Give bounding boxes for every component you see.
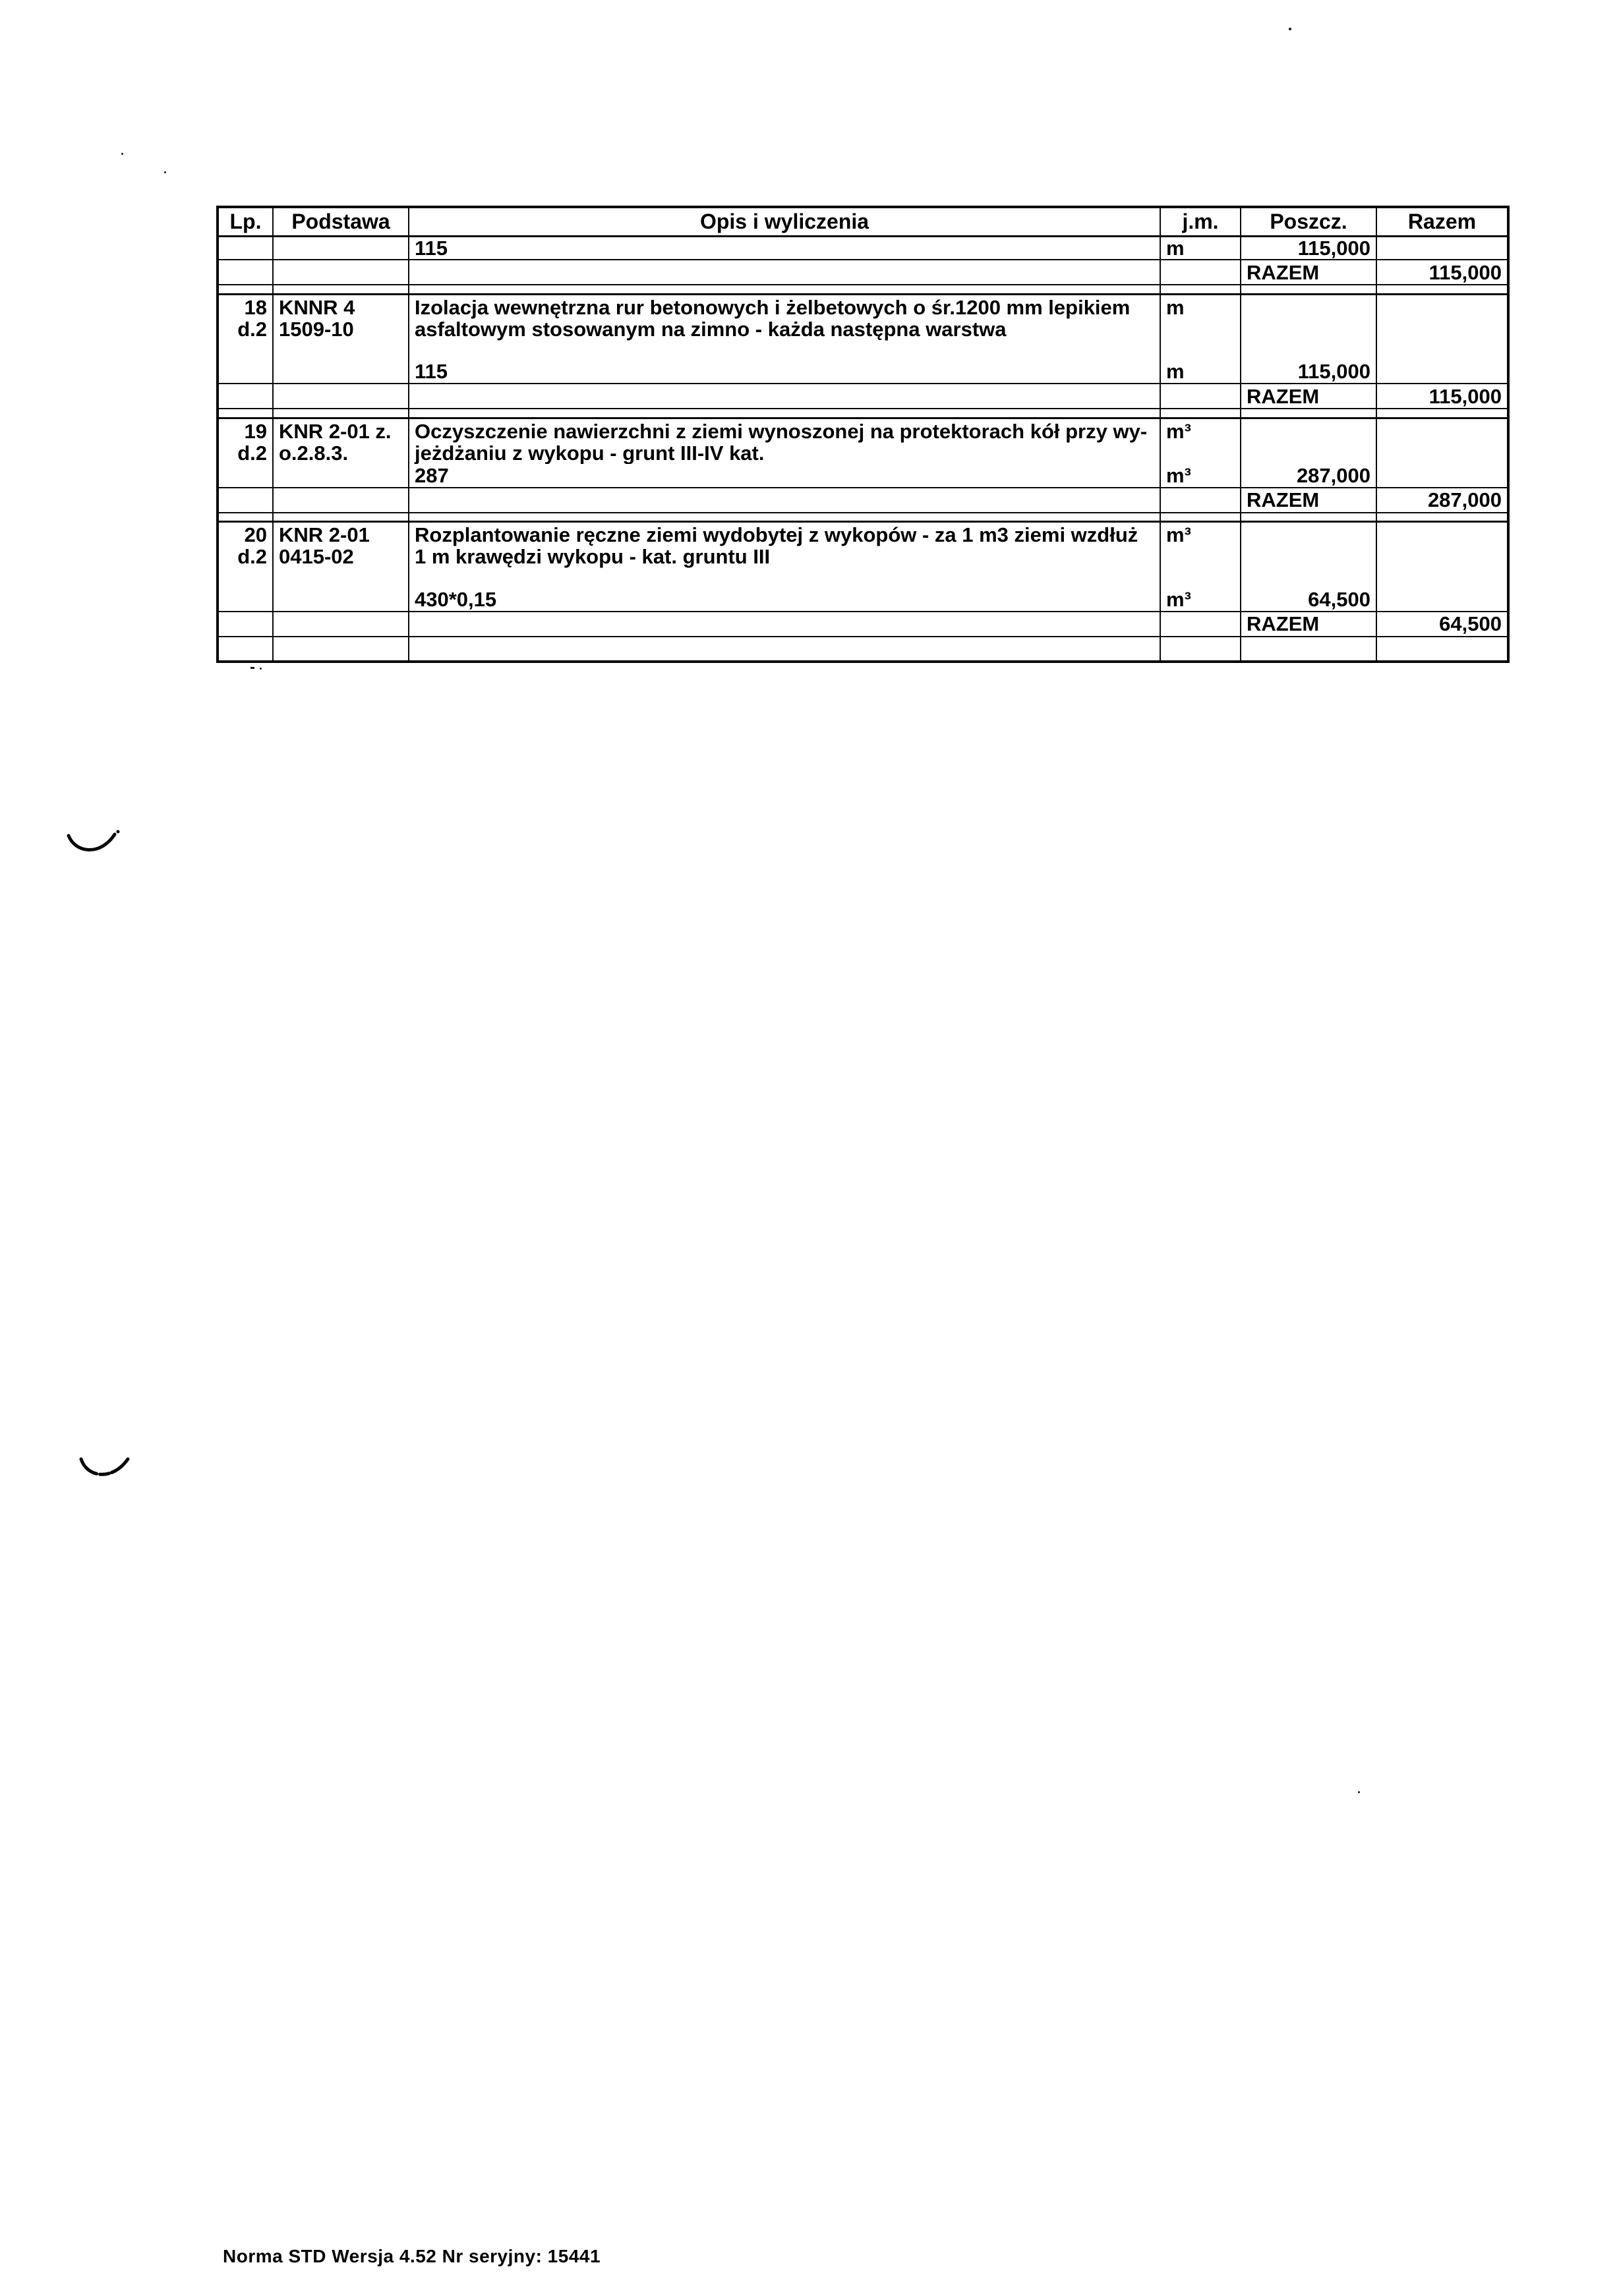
cost-estimate-table [216, 206, 1510, 663]
unit-cell: m [1160, 360, 1241, 384]
unit-cell: m [1160, 294, 1241, 360]
calc-expression: 287 [409, 464, 1160, 488]
item-description: Izolacja wewnętrzna rur betonowych i żelbetowych o śr.1200 mm lepikiem asfaltowym stosowanym na zimno - każda następna warstwa [409, 294, 1160, 360]
poszcz-value: 115,000 [1241, 360, 1376, 384]
unit-cell: m³ [1160, 418, 1241, 464]
group-separator-row [218, 285, 1508, 294]
header-lp: Lp. [218, 207, 273, 236]
table-row [218, 488, 1508, 513]
table-row [218, 522, 1508, 588]
item-description: Oczyszczenie nawierzchni z ziemi wynoszonej na protektorach kół przy wy- jeżdżaniu z wykopu - grunt III-IV kat. [409, 418, 1160, 464]
group-separator-row [218, 513, 1508, 522]
razem-label: RAZEM [1241, 260, 1376, 285]
header-podstawa: Podstawa [273, 207, 409, 236]
razem-label: RAZEM [1241, 384, 1376, 409]
header-opis: Opis i wyliczenia [409, 207, 1160, 236]
footer-text: Norma STD Wersja 4.52 Nr seryjny: 15441 [223, 2246, 601, 2266]
unit-cell: m [1160, 236, 1241, 260]
item-number: 18 d.2 [218, 294, 273, 360]
group-separator-row [218, 409, 1508, 418]
item-description: Rozplantowanie ręczne ziemi wydobytej z wykopów - za 1 m3 ziemi wzdłuż 1 m krawędzi wykopu - kat. gruntu III [409, 522, 1160, 588]
table-header-row [218, 207, 1508, 236]
poszcz-value: 287,000 [1241, 464, 1376, 488]
table-row [218, 612, 1508, 637]
unit-cell: m³ [1160, 522, 1241, 588]
calc-expression: 115 [409, 236, 1160, 260]
razem-label: RAZEM [1241, 612, 1376, 637]
scan-speck [250, 667, 254, 669]
table-row [218, 260, 1508, 285]
item-number: 20 d.2 [218, 522, 273, 588]
table-row [218, 588, 1508, 612]
pen-stroke-arc [78, 1451, 136, 1487]
scan-speck [1289, 28, 1291, 30]
item-basis: KNR 2-01 z. o.2.8.3. [273, 418, 409, 464]
unit-cell: m³ [1160, 588, 1241, 612]
scan-speck [164, 171, 166, 173]
calc-expression: 115 [409, 360, 1160, 384]
poszcz-value: 64,500 [1241, 588, 1376, 612]
item-basis: KNR 2-01 0415-02 [273, 522, 409, 588]
item-number: 19 d.2 [218, 418, 273, 464]
table-row [218, 294, 1508, 360]
unit-cell: m³ [1160, 464, 1241, 488]
header-razem: Razem [1376, 207, 1508, 236]
razem-label: RAZEM [1241, 488, 1376, 513]
scan-speck [260, 668, 262, 670]
table-row [218, 418, 1508, 464]
table-row [218, 384, 1508, 409]
table-footer-empty-row [218, 637, 1508, 662]
razem-value: 64,500 [1376, 612, 1508, 637]
header-poszcz: Poszcz. [1241, 207, 1376, 236]
header-jm: j.m. [1160, 207, 1241, 236]
table-row [218, 464, 1508, 488]
razem-value: 115,000 [1376, 384, 1508, 409]
scan-speck [121, 153, 123, 155]
table-row [218, 360, 1508, 384]
calc-expression: 430*0,15 [409, 588, 1160, 612]
scan-speck [1358, 1791, 1360, 1793]
table-row [218, 236, 1508, 260]
razem-value: 287,000 [1376, 488, 1508, 513]
poszcz-value: 115,000 [1241, 236, 1376, 260]
pen-stroke-arc [66, 829, 123, 862]
item-basis: KNNR 4 1509-10 [273, 294, 409, 360]
razem-value: 115,000 [1376, 260, 1508, 285]
